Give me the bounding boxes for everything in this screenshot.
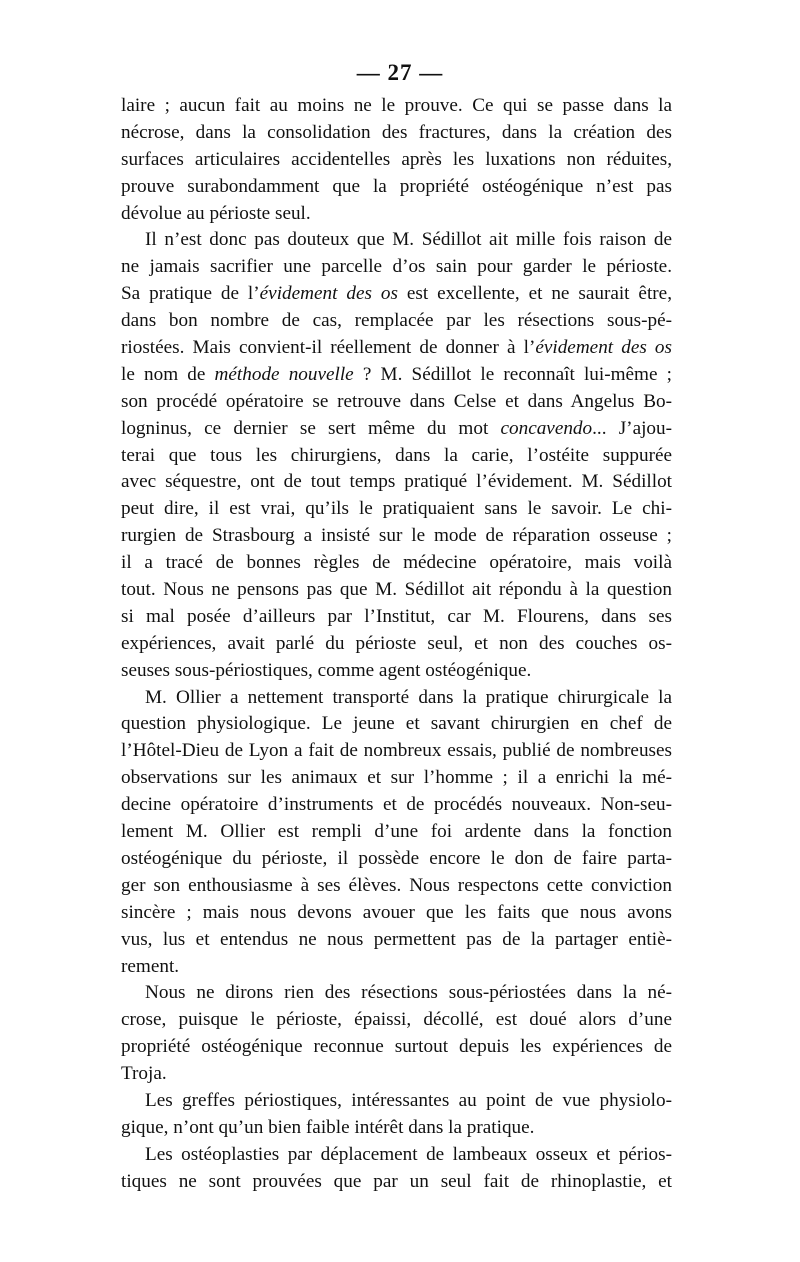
text-line: Troja. (121, 1063, 167, 1085)
text-line: tout. Nous ne pensons pas que M. Sédillot ait répondu à la question (121, 579, 672, 601)
text-line: son procédé opératoire se retrouve dans Celse et dans Angelus Bo- (121, 390, 672, 412)
text-line: surfaces articulaires accidentelles après les luxations non réduites, (121, 148, 672, 170)
text-line: decine opératoire d’instruments et de procédés nouveaux. Non-seu- (121, 794, 672, 816)
text-line: logninus, ce dernier se sert même du mot concavendo... J’ajou- (121, 417, 672, 439)
text-line: rurgien de Strasbourg a insisté sur le mode de réparation osseuse ; (121, 525, 672, 547)
text-line: dévolue au périoste seul. (121, 202, 311, 224)
text-line: ostéogénique du périoste, il possède encore le don de faire parta- (121, 847, 672, 869)
text-line: terai que tous les chirurgiens, dans la carie, l’ostéite suppurée (121, 444, 672, 466)
text-line: l’Hôtel-Dieu de Lyon a fait de nombreux essais, publié de nombreuses (121, 740, 672, 762)
text-line: propriété ostéogénique reconnue surtout depuis les expériences de (121, 1036, 672, 1058)
text-line: rement. (121, 955, 180, 977)
text-line: observations sur les animaux et sur l’homme ; il a enrichi la mé- (121, 767, 672, 789)
emphasized-term: méthode nouvelle (214, 363, 354, 385)
text-line: question physiologique. Le jeune et savant chirurgien en chef de (121, 713, 672, 735)
emphasized-term: évidement des os (535, 337, 672, 359)
text-line: prouve surabondamment que la propriété ostéogénique n’est pas (121, 175, 672, 197)
text-line: ger son enthousiasme à ses élèves. Nous respectons cette conviction (121, 874, 672, 896)
text-line: avec séquestre, ont de tout temps pratiqué l’évidement. M. Sédillot (121, 471, 672, 493)
text-line: sincère ; mais nous devons avouer que les faits que nous avons (121, 901, 672, 923)
text-line: ne jamais sacrifier une parcelle d’os sain pour garder le périoste. (121, 256, 672, 278)
text-line: vus, lus et entendus ne nous permettent pas de la partager entiè- (121, 928, 672, 950)
emphasized-term: concavendo (500, 417, 593, 439)
text-line: riostées. Mais convient-il réellement de donner à l’évidement des os (121, 337, 672, 359)
text-line: gique, n’ont qu’un bien faible intérêt dans la pratique. (121, 1116, 535, 1138)
text-line: expériences, avait parlé du périoste seul, et non des couches os- (121, 632, 672, 654)
text-line: Sa pratique de l’évidement des os est excellente, et ne saurait être, (121, 283, 672, 305)
text-line: dans bon nombre de cas, remplacée par les résections sous-pé- (121, 310, 672, 332)
text-line: le nom de méthode nouvelle ? M. Sédillot le reconnaît lui-même ; (121, 363, 672, 385)
text-line: peut dire, il est vrai, qu’ils le pratiquaient sans le savoir. Le chi- (121, 498, 672, 520)
text-line: laire ; aucun fait au moins ne le prouve. Ce qui se passe dans la (121, 95, 672, 116)
text-line: crose, puisque le périoste, épaissi, décollé, est doué alors d’une (121, 1009, 672, 1031)
text-line: tiques ne sont prouvées que par un seul fait de rhinoplastie, et (121, 1170, 672, 1192)
text-line: nécrose, dans la consolidation des fractures, dans la création des (121, 121, 672, 143)
text-line: Les ostéoplasties par déplacement de lambeaux osseux et périos- (145, 1143, 672, 1165)
body-text (121, 93, 672, 1196)
text-line: il a tracé de bonnes règles de médecine opératoire, mais voilà (121, 552, 672, 574)
text-line: Les greffes périostiques, intéressantes au point de vue physiolo- (145, 1089, 672, 1111)
text-line: seuses sous-périostiques, comme agent ostéogénique. (121, 659, 532, 681)
text-line: M. Ollier a nettement transporté dans la pratique chirurgicale la (145, 686, 672, 708)
text-line: Nous ne dirons rien des résections sous-périostées dans la né- (145, 982, 672, 1004)
text-line: lement M. Ollier est rempli d’une foi ardente dans la fonction (121, 821, 672, 843)
page-number: — 27 — (356, 60, 444, 85)
text-line: Il n’est donc pas douteux que M. Sédillot ait mille fois raison de (145, 229, 672, 251)
emphasized-term: évidement des os (259, 283, 398, 305)
text-line: si mal posée d’ailleurs par l’Institut, car M. Flourens, dans ses (121, 605, 672, 627)
